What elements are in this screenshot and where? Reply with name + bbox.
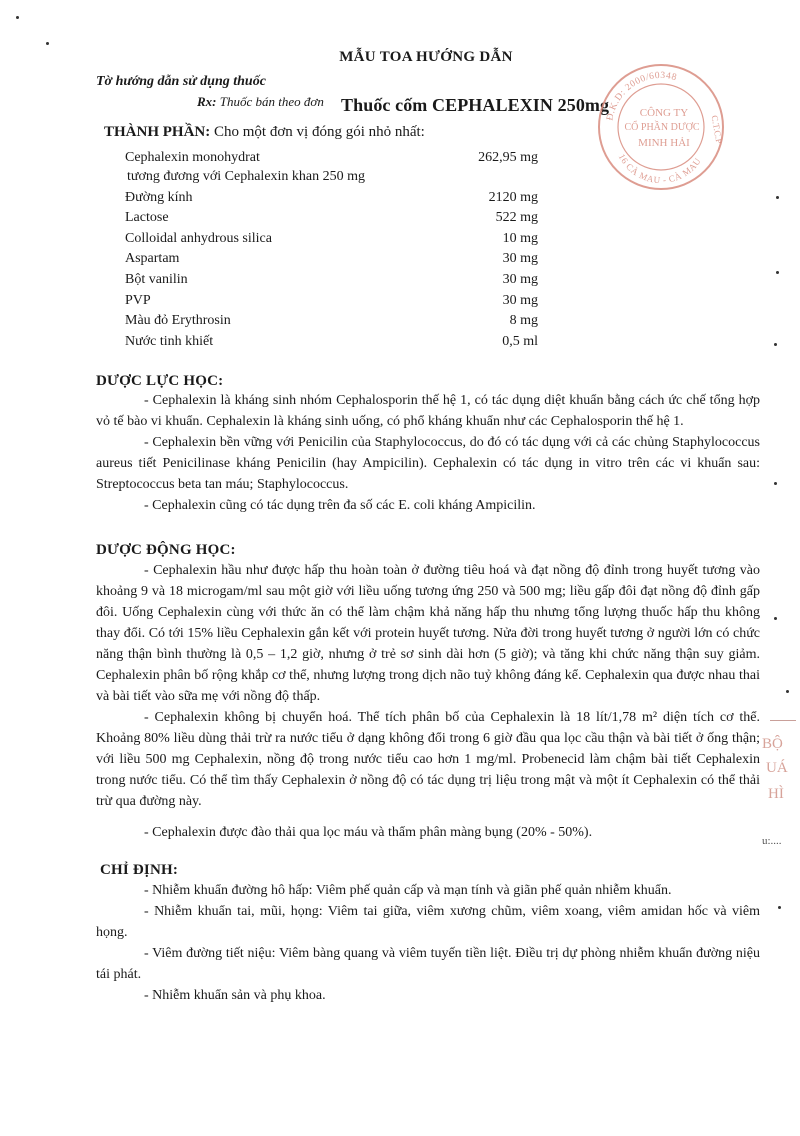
scan-speck (776, 196, 779, 199)
rx-label: Rx: (197, 94, 217, 109)
guide-label: Tờ hướng dẫn sử dụng thuốc (96, 74, 266, 89)
paragraph: - Nhiễm khuẩn sản và phụ khoa. (144, 988, 326, 1003)
pharmacodynamics-text (96, 390, 760, 516)
rx-line (197, 94, 324, 110)
ingredient-name: Màu đỏ Erythrosin (125, 313, 231, 328)
ingredient-amount: 10 mg (502, 231, 538, 246)
ingredient-name: Lactose (125, 210, 169, 225)
stamp-right-arc: C.T.C.P (709, 114, 725, 145)
rx-text: Thuốc bán theo đơn (219, 94, 324, 109)
paragraph: - Nhiễm khuẩn đường hô hấp: Viêm phế quản cấp và mạn tính và giãn phế quản nhiễm khuẩn. (144, 883, 672, 898)
ingredient-name: PVP (125, 293, 151, 308)
scan-speck (774, 343, 777, 346)
ingredient-amount: 8 mg (509, 313, 538, 328)
stamp-line2: CỔ PHẦN DƯỢC (624, 122, 700, 133)
margin-rule (770, 720, 796, 721)
paragraph: - Cephalexin cũng có tác dụng trên đa số các E. coli kháng Ampicilin. (144, 498, 536, 513)
ingredient-name: Aspartam (125, 251, 180, 266)
ingredient-name: Đường kính (125, 190, 193, 205)
pharmacodynamics-heading: DƯỢC LỰC HỌC: (96, 373, 224, 389)
composition-title: THÀNH PHẦN: (104, 124, 211, 140)
ingredient-name: tương đương với Cephalexin khan 250 mg (127, 169, 366, 184)
margin-mark: u:.... (762, 835, 782, 847)
pharmacokinetics-text (96, 560, 760, 843)
indications-text (96, 880, 760, 1006)
scan-speck (16, 16, 19, 19)
ingredient-name: Nước tinh khiết (125, 334, 214, 349)
scan-speck (46, 42, 49, 45)
scan-speck (774, 617, 777, 620)
margin-mark: UÁ (766, 760, 788, 776)
stamp-bottom-arc: 16 CÀ MAU - CÀ MAU (616, 152, 703, 186)
company-stamp (592, 58, 730, 196)
scan-speck (776, 271, 779, 274)
composition-intro: Cho một đơn vị đóng gói nhỏ nhất: (214, 124, 425, 140)
ingredient-amount: 2120 mg (488, 190, 538, 205)
stamp-top-arc: Đ.K.D: 2000/60348 (605, 70, 678, 122)
ingredient-amount: 30 mg (502, 272, 538, 287)
scan-speck (778, 906, 781, 909)
stamp-line1: CÔNG TY (639, 107, 689, 119)
paragraph: - Cephalexin được đào thải qua lọc máu và thẩm phân màng bụng (20% - 50%). (144, 825, 593, 840)
paragraph: - Cephalexin hầu như được hấp thu hoàn toàn ở đường tiêu hoá và đạt nồng độ đỉnh trong huyết tương vào khoảng 9 và 18 microgam/ml sau một giờ với liều uống tương ứng 250 và 500 mg; liều gấp đôi đạt nồng độ đỉnh gấp đôi. Uống Cephalexin cùng với thức ăn có thể làm chậm khả năng hấp thu nhưng tổng lượng thuốc hấp thu không thay đổi. Có tới 15% liều Cephalexin gắn kết với protein huyết tương. Nửa đời trong huyết tương ở người lớn có chức năng thận bình thường là 0,5 – 1,2 giờ, nhưng ở trẻ sơ sinh dài hơn (5 giờ); và tăng khi chức năng thận suy giảm. Cephalexin phân bố rộng khắp cơ thể, nhưng lượng trong dịch não tuỷ không đáng kể. Cephalexin qua được nhau thai và bài tiết vào sữa mẹ với nồng độ thấp. (96, 563, 760, 704)
indications-heading: CHỈ ĐỊNH: (100, 862, 179, 878)
margin-mark: BỘ (762, 736, 783, 752)
paragraph: - Cephalexin là kháng sinh nhóm Cephalosporin thế hệ 1, có tác dụng diệt khuẩn bằng cách ức chế tổng hợp vỏ tế bào vi khuẩn. Cephalexin là kháng sinh uống, có phổ kháng khuẩn như các Cephalosporin thế hệ 1. (96, 393, 760, 429)
ingredient-amount: 0,5 ml (502, 334, 538, 349)
ingredient-amount: 262,95 mg (478, 150, 538, 165)
ingredient-name: Colloidal anhydrous silica (125, 231, 272, 246)
paragraph: - Nhiễm khuẩn tai, mũi, họng: Viêm tai giữa, viêm xương chũm, viêm xoang, viêm amidan hốc và viêm họng. (96, 904, 760, 940)
scan-speck (786, 690, 789, 693)
paragraph: - Cephalexin không bị chuyển hoá. Thể tích phân bố của Cephalexin là 18 lít/1,78 m² diện tích cơ thể. Khoảng 80% liều dùng thải trừ ra nước tiểu ở dạng không đổi trong 6 giờ đầu qua lọc cầu thận và bài tiết ở ống thận; với liều 500 mg Cephalexin, nồng độ trong nước tiểu cao hơn 1 mg/ml. Probenecid làm chậm bài tiết Cephalexin trong nước tiểu. Có thể tìm thấy Cephalexin ở nồng độ có tác dụng trị liệu trong mật và một ít Cephalexin có thể thải trừ qua đường này. (96, 710, 760, 809)
paragraph: - Viêm đường tiết niệu: Viêm bàng quang và viêm tuyến tiền liệt. Điều trị dự phòng nhiễm khuẩn đường niệu tái phát. (96, 946, 760, 982)
pharmacokinetics-heading: DƯỢC ĐỘNG HỌC: (96, 542, 236, 558)
scan-speck (774, 482, 777, 485)
ingredient-amount: 30 mg (502, 251, 538, 266)
ingredient-name: Cephalexin monohydrat (125, 150, 260, 165)
page-title: MẪU TOA HƯỚNG DẪN (339, 49, 513, 65)
ingredient-amount: 30 mg (502, 293, 538, 308)
stamp-line3: MINH HẢI (638, 137, 690, 149)
ingredient-amount: 522 mg (495, 210, 538, 225)
paragraph: - Cephalexin bền vững với Penicilin của Staphylococcus, do đó có tác dụng với cả các chủng Staphylococcus aureus tiết Penicilinase kháng Penicilin (hay Ampicilin). Cephalexin có tác dụng in vitro trên các vi khuẩn sau: Streptococcus beta tan máu; Staphylococcus. (96, 435, 760, 492)
margin-mark: HÌ (768, 786, 784, 802)
ingredient-name: Bột vanilin (125, 272, 188, 287)
product-name: Thuốc cốm CEPHALEXIN 250mg (341, 95, 610, 115)
composition-heading (104, 124, 425, 141)
